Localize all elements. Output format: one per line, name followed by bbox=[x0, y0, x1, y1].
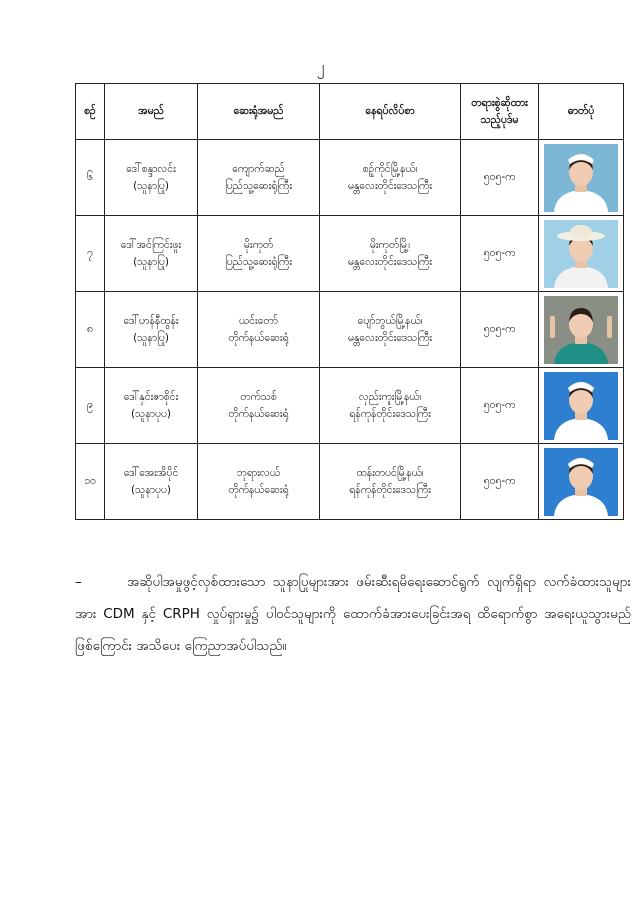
cell-name bbox=[105, 140, 198, 216]
cell-name-line: (သူနာပြု) bbox=[133, 179, 169, 192]
cell-address-line: မန္တလေးတိုင်းဒေသကြီး bbox=[348, 179, 432, 192]
header-hospital: ဆေးရုံအမည် bbox=[198, 84, 320, 140]
cell-name-line: ဒေါ်အင်ကြင်းဖူး bbox=[120, 239, 182, 252]
cell-hospital-line: မိုးကုတ် bbox=[243, 239, 274, 252]
cell-section: ၅၀၅-က bbox=[461, 292, 539, 368]
header-address: နေရပ်လိပ်စာ bbox=[320, 84, 461, 140]
wanted-nurses-table bbox=[75, 83, 624, 520]
table-row bbox=[76, 292, 624, 368]
table-row bbox=[76, 140, 624, 216]
nurse-uniform-portrait-photo bbox=[544, 372, 618, 440]
cell-serial: ၉ bbox=[76, 368, 105, 444]
cell-hospital bbox=[198, 368, 320, 444]
cell-hospital-line: ယင်းတော် bbox=[239, 315, 278, 328]
page-number: ၂ bbox=[316, 57, 325, 76]
cell-address-line: မန္တလေးတိုင်းဒေသကြီး bbox=[348, 331, 432, 344]
nurse-cap-portrait-photo bbox=[544, 144, 618, 212]
cell-hospital bbox=[198, 140, 320, 216]
cell-address-line: ရန်ကုန်တိုင်းဒေသကြီး bbox=[349, 407, 431, 420]
cell-address-line: စဥ့်ကိုင်မြို့နယ်၊ bbox=[362, 163, 418, 176]
paragraph-dash: – bbox=[75, 574, 82, 590]
table-row bbox=[76, 368, 624, 444]
cell-address bbox=[320, 292, 461, 368]
cell-hospital-line: ကျောက်ဆည် bbox=[232, 163, 285, 176]
cell-name-line: ဒေါ်အေးအိပိုင် bbox=[123, 467, 179, 480]
cell-address-line: လှည်းကူးမြို့နယ်၊ bbox=[358, 391, 422, 404]
cell-name bbox=[105, 216, 198, 292]
cell-address-line: ရန်ကုန်တိုင်းဒေသကြီး bbox=[349, 483, 431, 496]
cell-hospital bbox=[198, 216, 320, 292]
cell-address bbox=[320, 368, 461, 444]
woman-sunhat-photo bbox=[544, 220, 618, 288]
cell-photo bbox=[539, 140, 624, 216]
cell-hospital-line: တက်သစ် bbox=[240, 391, 277, 404]
cell-photo bbox=[539, 444, 624, 520]
cell-address-line: မိုးကုတ်မြို့၊ bbox=[369, 239, 411, 252]
cell-hospital-line: တိုက်နယ်ဆေးရုံ bbox=[228, 483, 289, 496]
header-photo: ဓာတ်ပုံ bbox=[539, 84, 624, 140]
header-section: တရားစွဲဆိုထား သည့်ပုဒ်မ bbox=[461, 84, 539, 140]
announcement-paragraph bbox=[75, 566, 631, 662]
table-row bbox=[76, 444, 624, 520]
cell-serial: ၈ bbox=[76, 292, 105, 368]
table-header-row bbox=[76, 84, 624, 140]
cell-photo bbox=[539, 292, 624, 368]
three-finger-salute-photo bbox=[544, 296, 618, 364]
cell-photo bbox=[539, 216, 624, 292]
cell-address bbox=[320, 216, 461, 292]
cell-serial: ၁၀ bbox=[76, 444, 105, 520]
header-name: အမည် bbox=[105, 84, 198, 140]
cell-name-line: (သူနာပုပ) bbox=[130, 483, 172, 496]
cell-hospital bbox=[198, 292, 320, 368]
cell-name-line: ဒေါ်နှင်းဇာစိုင်း bbox=[123, 391, 179, 404]
cell-hospital-line: ပြည်သူ့ဆေးရုံကြီး bbox=[225, 255, 292, 268]
cell-hospital bbox=[198, 444, 320, 520]
cell-name-line: (သူနာပြု) bbox=[133, 255, 169, 268]
cell-address bbox=[320, 444, 461, 520]
cell-address-line: မန္တလေးတိုင်းဒေသကြီး bbox=[348, 255, 432, 268]
cell-address-line: ထန်းတပင်မြို့နယ်၊ bbox=[356, 467, 424, 480]
announcement-text: အဆိုပါအမှုဖွင့်လှစ်ထားသော သူနာပြုများအား ဖမ်းဆီးရမိရေးဆောင်ရွက် လျက်ရှိရာ လက်ခံထားသူများအား CDM နှင့် CRPH လှုပ်ရှားမှု၌ ပါဝင်သူများကို ထောက်ခံအားပေးခြင်းအရ ထိရောက်စွာ အရေးယူသွားမည်ဖြစ်ကြောင်း အသိပေး ကြေညာအပ်ပါသည်။ bbox=[75, 574, 631, 654]
cell-name bbox=[105, 292, 198, 368]
cell-hospital-line: တိုက်နယ်ဆေးရုံ bbox=[228, 407, 289, 420]
cell-name bbox=[105, 444, 198, 520]
cell-hospital-line: ဘုရားလယ် bbox=[236, 467, 281, 480]
cell-name-line: ဒေါ်ဟန်နီထွန်း bbox=[123, 315, 179, 328]
cell-section: ၅၀၅-က bbox=[461, 368, 539, 444]
cell-photo bbox=[539, 368, 624, 444]
nurse-uniform-portrait-photo-2 bbox=[544, 448, 618, 516]
table-row bbox=[76, 216, 624, 292]
cell-hospital-line: ပြည်သူ့ဆေးရုံကြီး bbox=[225, 179, 292, 192]
cell-address-line: ပျော်ဘွယ်မြို့နယ်၊ bbox=[357, 315, 423, 328]
cell-section: ၅၀၅-က bbox=[461, 140, 539, 216]
cell-section: ၅၀၅-က bbox=[461, 444, 539, 520]
cell-name bbox=[105, 368, 198, 444]
cell-address bbox=[320, 140, 461, 216]
cell-name-line: ဒေါ်စန္ဒာလင်း bbox=[126, 163, 176, 176]
cell-name-line: (သူနာပြု) bbox=[133, 331, 169, 344]
cell-hospital-line: တိုက်နယ်ဆေးရုံ bbox=[228, 331, 289, 344]
cell-section: ၅၀၅-က bbox=[461, 216, 539, 292]
header-serial: စဥ် bbox=[76, 84, 105, 140]
cell-serial: ၆ bbox=[76, 140, 105, 216]
cell-serial: ၇ bbox=[76, 216, 105, 292]
cell-name-line: (သူနာပုပ) bbox=[130, 407, 172, 420]
